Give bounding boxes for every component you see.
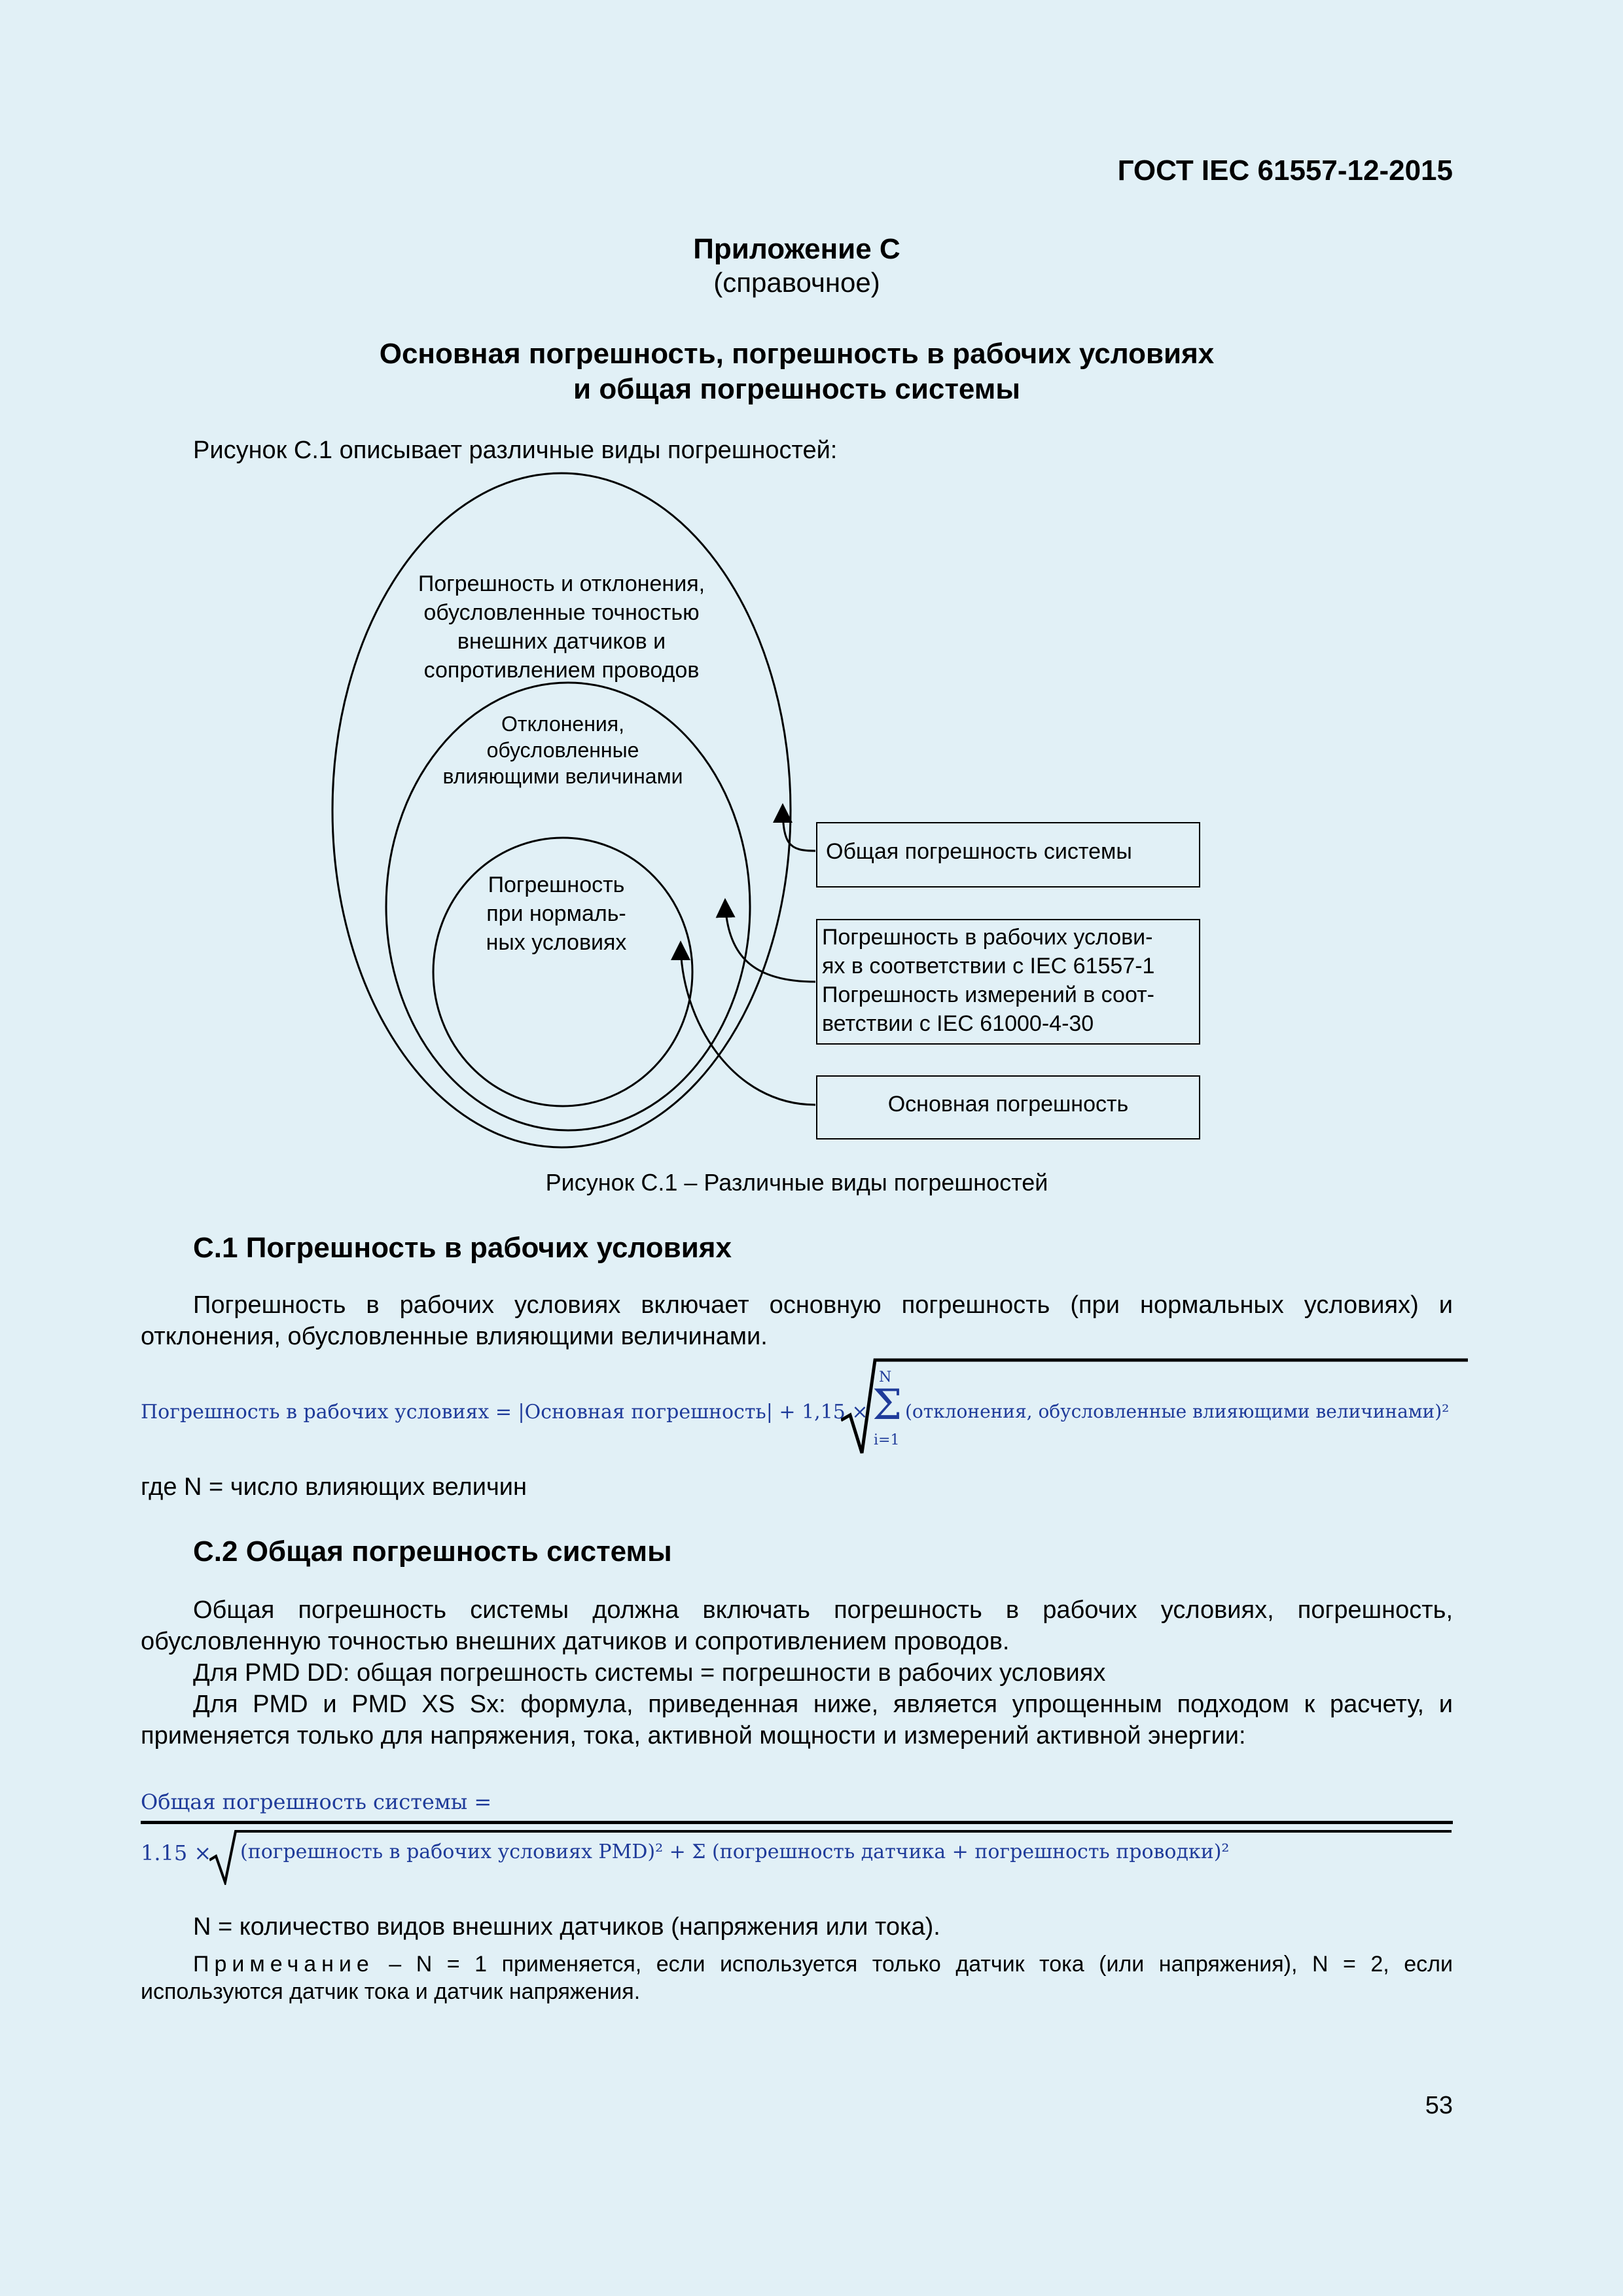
middle-ellipse-label: Отклонения, обусловленные влияющими величинами: [442, 712, 683, 788]
section-title-line-2: и общая погрешность системы: [573, 373, 1020, 405]
section-c2-heading: С.2 Общая погрешность системы: [193, 1535, 672, 1568]
section-c2-note: [141, 1950, 1453, 2005]
formula-1-sum-bottom: i=1: [874, 1432, 900, 1448]
appendix-subtitle: (справочное): [713, 267, 880, 298]
section-c2-paragraph-1: Общая погрешность системы должна включать погрешность в рабочих условиях, погрешность, обусловленную точностью внешних датчиков и сопротивлением проводов.: [141, 1596, 1453, 1655]
box-system-label: Общая погрешность системы: [826, 839, 1132, 864]
formula-2-fraction-line: [141, 1821, 1453, 1824]
note-label: Примечание: [193, 1952, 374, 1977]
document-id: ГОСТ IEC 61557-12-2015: [1117, 154, 1453, 187]
intro-paragraph: Рисунок С.1 описывает различные виды погрешностей:: [193, 437, 838, 464]
box-intrinsic-label: Основная погрешность: [887, 1092, 1129, 1117]
formula-2-rhs: (погрешность в рабочих условиях PMD)² + Σ (погрешность датчика + погрешность проводки)²: [240, 1840, 1230, 1863]
appendix-title: Приложение С: [693, 233, 901, 265]
outer-ellipse-label: Погрешность и отклонения, обусловленные точностью внешних датчиков и сопротивлением проводов: [418, 571, 705, 683]
section-c2-paragraph-2: Для PMD DD: общая погрешность системы = погрешности в рабочих условиях: [193, 1659, 1106, 1687]
figure-caption: Рисунок С.1 – Различные виды погрешностей: [545, 1169, 1048, 1196]
section-c2-n-definition: N = количество видов внешних датчиков (напряжения или тока).: [193, 1913, 940, 1941]
arrow-operating: [725, 900, 815, 982]
section-c1-paragraph: Погрешность в рабочих условиях включает основную погрешность (при нормальных условиях) и отклонения, обусловленные влияющими величинами.: [141, 1291, 1453, 1350]
page-number: 53: [1425, 2092, 1453, 2119]
formula-1-sum-top: N: [879, 1369, 892, 1386]
inner-ellipse-label: Погрешность при нормаль- ных условиях: [486, 872, 627, 955]
section-title-line-1: Основная погрешность, погрешность в рабочих условиях: [379, 338, 1215, 370]
section-c1-heading: С.1 Погрешность в рабочих условиях: [193, 1232, 732, 1264]
box-operating-label: Погрешность в рабочих услови- ях в соответствии с IEC 61557-1 Погрешность измерений в соот- ветствии с IEC 61000-4-30: [822, 925, 1155, 1036]
formula-2-lhs: Общая погрешность системы =: [141, 1789, 492, 1814]
formula-2-coefficient: 1.15 ×: [141, 1840, 212, 1865]
sum-icon: Σ: [872, 1381, 902, 1429]
section-c1-where: где N = число влияющих величин: [141, 1473, 527, 1501]
formula-1-radicand: (отклонения, обусловленные влияющими величинами)²: [905, 1401, 1450, 1422]
formula-operating-error: [141, 1355, 1469, 1460]
formula-system-error: [141, 1780, 1456, 1885]
arrow-intrinsic: [681, 942, 815, 1105]
formula-1-left: Погрешность в рабочих условиях = |Основная погрешность| + 1,15 ×: [141, 1401, 868, 1424]
section-c2-paragraph-3: Для PMD и PMD XS Sx: формула, приведенная ниже, является упрощенным подходом к расчету, и применяется только для напряжения, тока, активной мощности и измерений активной энергии:: [141, 1691, 1453, 1749]
arrow-system: [783, 805, 815, 851]
note-text: – N = 1 применяется, если используется только датчик тока (или напряжения), N = 2, если используются датчик тока и датчик напряжения.: [141, 1952, 1453, 2004]
